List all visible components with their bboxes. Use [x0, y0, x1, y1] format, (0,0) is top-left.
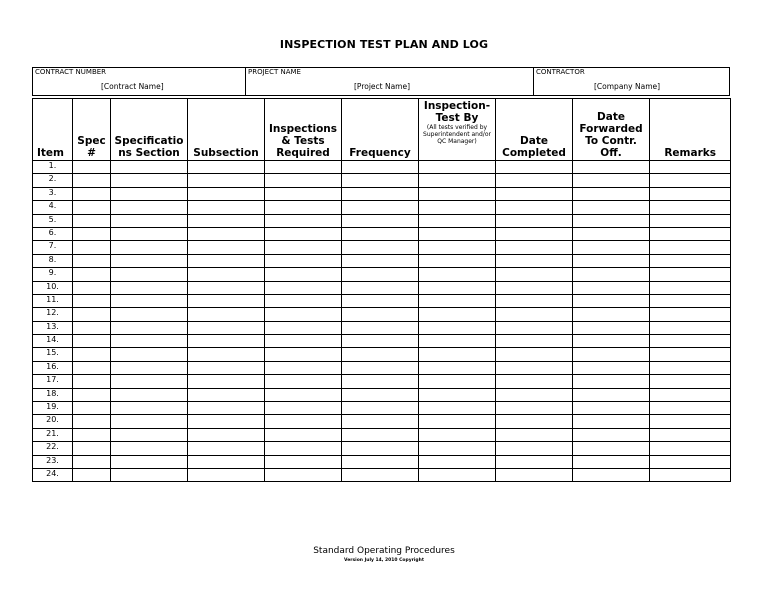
table-cell[interactable] — [265, 201, 342, 214]
table-cell[interactable] — [73, 361, 111, 374]
table-row — [33, 268, 731, 281]
row-number: 11. — [33, 294, 73, 307]
row-number: 2. — [33, 174, 73, 187]
table-row — [33, 214, 731, 227]
table-cell[interactable] — [73, 375, 111, 388]
table-cell[interactable] — [265, 321, 342, 334]
table-cell[interactable] — [265, 348, 342, 361]
table-cell[interactable] — [111, 214, 188, 227]
table-cell[interactable] — [188, 375, 265, 388]
table-cell[interactable] — [265, 428, 342, 441]
row-number: 19. — [33, 402, 73, 415]
table-cell[interactable] — [419, 415, 496, 428]
table-cell[interactable] — [496, 254, 573, 267]
table-cell[interactable] — [419, 294, 496, 307]
table-cell[interactable] — [111, 442, 188, 455]
table-cell[interactable] — [650, 308, 731, 321]
table-cell[interactable] — [496, 187, 573, 200]
col-header-item: Item — [33, 99, 73, 161]
table-cell[interactable] — [111, 415, 188, 428]
table-cell[interactable] — [188, 254, 265, 267]
row-number: 21. — [33, 428, 73, 441]
table-cell[interactable] — [419, 201, 496, 214]
table-header-row — [33, 99, 731, 161]
table-cell[interactable] — [650, 348, 731, 361]
table-cell[interactable] — [342, 294, 419, 307]
table-cell[interactable] — [342, 402, 419, 415]
table-cell[interactable] — [650, 201, 731, 214]
table-cell[interactable] — [111, 361, 188, 374]
row-number: 13. — [33, 321, 73, 334]
table-cell[interactable] — [73, 201, 111, 214]
row-number: 17. — [33, 375, 73, 388]
table-row — [33, 321, 731, 334]
table-cell[interactable] — [573, 201, 650, 214]
row-number: 4. — [33, 201, 73, 214]
table-cell[interactable] — [419, 361, 496, 374]
table-cell[interactable] — [188, 241, 265, 254]
table-cell[interactable] — [496, 241, 573, 254]
table-cell[interactable] — [73, 468, 111, 481]
table-row — [33, 281, 731, 294]
table-cell[interactable] — [419, 214, 496, 227]
table-cell[interactable] — [496, 348, 573, 361]
row-number: 1. — [33, 161, 73, 174]
table-cell[interactable] — [573, 388, 650, 401]
contract-number-label: CONTRACT NUMBER — [35, 68, 107, 76]
table-row — [33, 254, 731, 267]
table-cell[interactable] — [650, 388, 731, 401]
table-row — [33, 415, 731, 428]
table-cell[interactable] — [419, 388, 496, 401]
table-cell[interactable] — [265, 415, 342, 428]
table-cell[interactable] — [265, 174, 342, 187]
table-cell[interactable] — [419, 187, 496, 200]
table-row — [33, 241, 731, 254]
table-cell[interactable] — [188, 455, 265, 468]
table-row — [33, 442, 731, 455]
project-name-value: [Project Name] — [354, 82, 411, 91]
table-cell[interactable] — [496, 442, 573, 455]
table-cell[interactable] — [650, 227, 731, 240]
table-cell[interactable] — [573, 468, 650, 481]
table-cell[interactable] — [73, 268, 111, 281]
col-header-remarks: Remarks — [650, 99, 731, 161]
table-cell[interactable] — [496, 361, 573, 374]
table-cell[interactable] — [73, 281, 111, 294]
table-cell[interactable] — [73, 428, 111, 441]
table-cell[interactable] — [650, 268, 731, 281]
table-cell[interactable] — [419, 227, 496, 240]
table-cell[interactable] — [573, 308, 650, 321]
table-cell[interactable] — [650, 294, 731, 307]
table-cell[interactable] — [496, 402, 573, 415]
table-row — [33, 227, 731, 240]
table-cell[interactable] — [419, 428, 496, 441]
table-cell[interactable] — [419, 174, 496, 187]
table-cell[interactable] — [342, 455, 419, 468]
col-header-frequency: Frequency — [342, 99, 419, 161]
table-cell[interactable] — [650, 455, 731, 468]
table-cell[interactable] — [342, 254, 419, 267]
table-cell[interactable] — [573, 455, 650, 468]
row-number: 16. — [33, 361, 73, 374]
table-cell[interactable] — [342, 335, 419, 348]
table-row — [33, 187, 731, 200]
table-row — [33, 308, 731, 321]
table-cell[interactable] — [573, 254, 650, 267]
table-cell[interactable] — [496, 415, 573, 428]
table-cell[interactable] — [188, 402, 265, 415]
table-cell[interactable] — [188, 201, 265, 214]
table-cell[interactable] — [419, 308, 496, 321]
table-cell[interactable] — [73, 402, 111, 415]
table-row — [33, 335, 731, 348]
col-header-subsection: Subsection — [188, 99, 265, 161]
table-cell[interactable] — [419, 375, 496, 388]
project-name-label: PROJECT NAME — [248, 68, 301, 76]
table-cell[interactable] — [188, 361, 265, 374]
table-cell[interactable] — [342, 375, 419, 388]
table-cell[interactable] — [650, 361, 731, 374]
table-cell[interactable] — [73, 348, 111, 361]
col-header-date-completed: Date Completed — [496, 99, 573, 161]
row-number: 14. — [33, 335, 73, 348]
table-cell[interactable] — [73, 161, 111, 174]
table-cell[interactable] — [265, 161, 342, 174]
table-cell[interactable] — [342, 388, 419, 401]
table-cell[interactable] — [188, 268, 265, 281]
table-cell[interactable] — [342, 187, 419, 200]
table-cell[interactable] — [496, 214, 573, 227]
table-cell[interactable] — [496, 268, 573, 281]
table-cell[interactable] — [188, 335, 265, 348]
table-cell[interactable] — [265, 254, 342, 267]
table-cell[interactable] — [265, 402, 342, 415]
table-cell[interactable] — [111, 348, 188, 361]
table-cell[interactable] — [111, 187, 188, 200]
table-cell[interactable] — [573, 335, 650, 348]
table-row — [33, 468, 731, 481]
footer-version: Version July 14, 2010 Copyright — [343, 558, 425, 563]
table-cell[interactable] — [265, 455, 342, 468]
table-cell[interactable] — [188, 214, 265, 227]
table-cell[interactable] — [342, 442, 419, 455]
row-number: 8. — [33, 254, 73, 267]
table-cell[interactable] — [419, 281, 496, 294]
table-cell[interactable] — [419, 468, 496, 481]
table-cell[interactable] — [73, 388, 111, 401]
table-cell[interactable] — [573, 281, 650, 294]
contractor-cell — [533, 68, 729, 95]
table-cell[interactable] — [496, 455, 573, 468]
table-cell[interactable] — [265, 388, 342, 401]
row-number: 20. — [33, 415, 73, 428]
test-by-note: (All tests verified by Superintendent and/or QC Manager) — [423, 124, 491, 145]
table-cell[interactable] — [573, 442, 650, 455]
table-cell[interactable] — [111, 375, 188, 388]
col-header-spec: Spec # — [73, 99, 111, 161]
table-cell[interactable] — [650, 187, 731, 200]
table-cell[interactable] — [496, 174, 573, 187]
table-cell[interactable] — [573, 348, 650, 361]
table-cell[interactable] — [111, 308, 188, 321]
table-cell[interactable] — [73, 335, 111, 348]
table-cell[interactable] — [342, 428, 419, 441]
table-cell[interactable] — [342, 281, 419, 294]
table-cell[interactable] — [111, 227, 188, 240]
table-cell[interactable] — [496, 281, 573, 294]
table-cell[interactable] — [573, 402, 650, 415]
table-cell[interactable] — [111, 254, 188, 267]
table-row — [33, 402, 731, 415]
test-by-title: Inspection- Test By — [423, 100, 491, 124]
col-header-test-by — [419, 99, 496, 161]
row-number: 12. — [33, 308, 73, 321]
table-cell[interactable] — [650, 402, 731, 415]
table-cell[interactable] — [188, 442, 265, 455]
row-number: 22. — [33, 442, 73, 455]
table-cell[interactable] — [73, 415, 111, 428]
table-row — [33, 375, 731, 388]
table-cell[interactable] — [342, 321, 419, 334]
table-cell[interactable] — [419, 254, 496, 267]
table-cell[interactable] — [73, 227, 111, 240]
table-cell[interactable] — [650, 468, 731, 481]
table-cell[interactable] — [73, 214, 111, 227]
contractor-label: CONTRACTOR — [536, 68, 585, 76]
table-cell[interactable] — [573, 174, 650, 187]
table-cell[interactable] — [419, 161, 496, 174]
table-cell[interactable] — [496, 227, 573, 240]
table-cell[interactable] — [650, 174, 731, 187]
table-cell[interactable] — [342, 468, 419, 481]
table-cell[interactable] — [111, 161, 188, 174]
company-name-value: [Company Name] — [594, 82, 661, 91]
table-cell[interactable] — [342, 361, 419, 374]
contract-name-value: [Contract Name] — [101, 82, 164, 91]
table-cell[interactable] — [650, 442, 731, 455]
table-cell[interactable] — [496, 335, 573, 348]
table-cell[interactable] — [73, 308, 111, 321]
footer-title: Standard Operating Procedures — [313, 546, 455, 556]
table-cell[interactable] — [342, 161, 419, 174]
table-cell[interactable] — [265, 294, 342, 307]
table-cell[interactable] — [342, 308, 419, 321]
table-cell[interactable] — [265, 241, 342, 254]
table-cell[interactable] — [650, 321, 731, 334]
table-cell[interactable] — [650, 254, 731, 267]
table-cell[interactable] — [73, 187, 111, 200]
table-cell[interactable] — [419, 321, 496, 334]
table-cell[interactable] — [496, 388, 573, 401]
table-cell[interactable] — [111, 321, 188, 334]
table-cell[interactable] — [496, 161, 573, 174]
table-cell[interactable] — [650, 335, 731, 348]
table-cell[interactable] — [188, 174, 265, 187]
contract-number-cell — [33, 68, 245, 95]
table-cell[interactable] — [188, 415, 265, 428]
table-cell[interactable] — [188, 308, 265, 321]
table-cell[interactable] — [419, 241, 496, 254]
table-cell[interactable] — [111, 281, 188, 294]
table-cell[interactable] — [111, 174, 188, 187]
table-cell[interactable] — [265, 268, 342, 281]
table-cell[interactable] — [419, 442, 496, 455]
table-cell[interactable] — [573, 375, 650, 388]
table-cell[interactable] — [265, 281, 342, 294]
table-row — [33, 348, 731, 361]
table-row — [33, 455, 731, 468]
table-cell[interactable] — [265, 468, 342, 481]
table-cell[interactable] — [573, 294, 650, 307]
table-cell[interactable] — [573, 214, 650, 227]
contract-info-box — [32, 67, 730, 96]
table-cell[interactable] — [419, 268, 496, 281]
col-header-date-forwarded: Date Forwarded To Contr. Off. — [573, 99, 650, 161]
table-cell[interactable] — [73, 254, 111, 267]
table-cell[interactable] — [573, 415, 650, 428]
table-row — [33, 388, 731, 401]
table-row — [33, 174, 731, 187]
row-number: 5. — [33, 214, 73, 227]
table-cell[interactable] — [265, 308, 342, 321]
table-cell[interactable] — [496, 428, 573, 441]
table-cell[interactable] — [496, 308, 573, 321]
row-number: 15. — [33, 348, 73, 361]
table-cell[interactable] — [650, 428, 731, 441]
table-cell[interactable] — [111, 268, 188, 281]
table-cell[interactable] — [342, 268, 419, 281]
table-cell[interactable] — [73, 294, 111, 307]
table-cell[interactable] — [496, 294, 573, 307]
row-number: 18. — [33, 388, 73, 401]
table-cell[interactable] — [265, 187, 342, 200]
row-number: 23. — [33, 455, 73, 468]
table-cell[interactable] — [265, 227, 342, 240]
table-cell[interactable] — [111, 241, 188, 254]
table-cell[interactable] — [342, 174, 419, 187]
table-cell[interactable] — [111, 468, 188, 481]
table-cell[interactable] — [342, 227, 419, 240]
table-cell[interactable] — [342, 214, 419, 227]
table-cell[interactable] — [188, 321, 265, 334]
table-cell[interactable] — [419, 348, 496, 361]
col-header-inspections: Inspections & Tests Required — [265, 99, 342, 161]
table-cell[interactable] — [496, 321, 573, 334]
row-number: 3. — [33, 187, 73, 200]
table-row — [33, 161, 731, 174]
table-cell[interactable] — [342, 348, 419, 361]
table-cell[interactable] — [111, 428, 188, 441]
table-cell[interactable] — [111, 455, 188, 468]
table-cell[interactable] — [111, 335, 188, 348]
row-number: 10. — [33, 281, 73, 294]
project-name-cell — [245, 68, 533, 95]
table-cell[interactable] — [188, 294, 265, 307]
table-cell[interactable] — [188, 187, 265, 200]
table-cell[interactable] — [111, 294, 188, 307]
table-row — [33, 428, 731, 441]
table-cell[interactable] — [573, 161, 650, 174]
table-cell[interactable] — [650, 375, 731, 388]
table-cell[interactable] — [265, 375, 342, 388]
table-cell[interactable] — [188, 428, 265, 441]
table-cell[interactable] — [342, 241, 419, 254]
table-cell[interactable] — [265, 214, 342, 227]
table-cell[interactable] — [573, 321, 650, 334]
table-cell[interactable] — [496, 375, 573, 388]
table-cell[interactable] — [111, 402, 188, 415]
table-cell[interactable] — [419, 402, 496, 415]
table-cell[interactable] — [73, 455, 111, 468]
table-cell[interactable] — [188, 161, 265, 174]
table-cell[interactable] — [188, 468, 265, 481]
table-cell[interactable] — [342, 201, 419, 214]
table-cell[interactable] — [342, 415, 419, 428]
inspection-log-table — [32, 98, 731, 482]
table-row — [33, 201, 731, 214]
row-number: 6. — [33, 227, 73, 240]
table-cell[interactable] — [73, 321, 111, 334]
table-body — [33, 161, 731, 482]
table-cell[interactable] — [419, 335, 496, 348]
table-cell[interactable] — [573, 241, 650, 254]
table-cell[interactable] — [73, 442, 111, 455]
row-number: 9. — [33, 268, 73, 281]
row-number: 24. — [33, 468, 73, 481]
table-cell[interactable] — [573, 187, 650, 200]
table-cell[interactable] — [265, 442, 342, 455]
col-header-spec-section: Specificatio ns Section — [111, 99, 188, 161]
table-cell[interactable] — [111, 201, 188, 214]
table-cell[interactable] — [496, 201, 573, 214]
table-cell[interactable] — [496, 468, 573, 481]
table-cell[interactable] — [188, 227, 265, 240]
table-cell[interactable] — [573, 227, 650, 240]
table-cell[interactable] — [650, 241, 731, 254]
table-cell[interactable] — [265, 361, 342, 374]
table-cell[interactable] — [650, 214, 731, 227]
row-number: 7. — [33, 241, 73, 254]
table-cell[interactable] — [650, 281, 731, 294]
table-cell[interactable] — [650, 415, 731, 428]
table-cell[interactable] — [265, 335, 342, 348]
table-cell[interactable] — [73, 174, 111, 187]
table-cell[interactable] — [73, 241, 111, 254]
table-cell[interactable] — [188, 348, 265, 361]
table-cell[interactable] — [188, 281, 265, 294]
table-cell[interactable] — [573, 268, 650, 281]
table-cell[interactable] — [419, 455, 496, 468]
table-row — [33, 294, 731, 307]
table-cell[interactable] — [650, 161, 731, 174]
page-title: INSPECTION TEST PLAN AND LOG — [279, 38, 489, 51]
table-cell[interactable] — [111, 388, 188, 401]
table-cell[interactable] — [573, 361, 650, 374]
table-cell[interactable] — [573, 428, 650, 441]
table-row — [33, 361, 731, 374]
table-cell[interactable] — [188, 388, 265, 401]
